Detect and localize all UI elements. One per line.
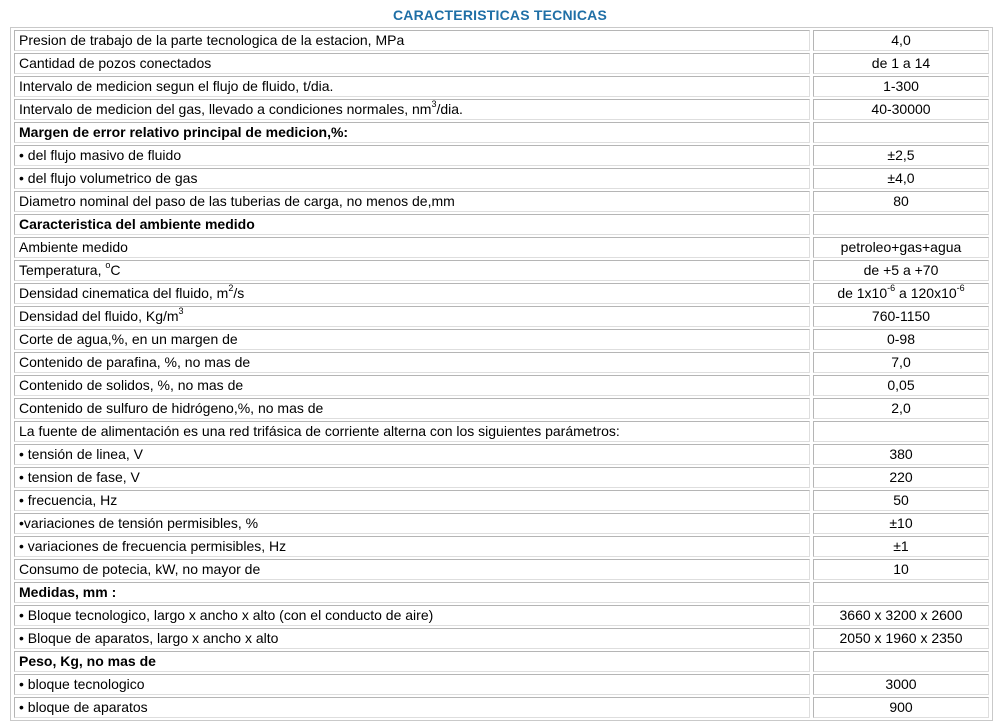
parameter-label: Cantidad de pozos conectados [19,55,212,71]
parameter-label: Consumo de potecia, kW, no mayor de [19,561,261,577]
value-cell [813,168,989,189]
parameter-label: • variaciones de frecuencia permisibles, Hz [19,538,287,554]
parameter-cell [14,513,810,534]
value-text: de 1x10 [837,285,888,301]
table-row [14,191,989,212]
parameter-cell [14,145,810,166]
parameter-label: Diametro nominal del paso de las tuberias de carga, no menos de,mm [19,193,455,209]
value-text: de +5 a +70 [863,262,939,278]
table-row [14,651,989,672]
page-title: CARACTERISTICAS TECNICAS [392,7,608,23]
value-cell [813,260,989,281]
table-row [14,513,989,534]
table-row [14,559,989,580]
table-row [14,99,989,120]
parameter-cell [14,53,810,74]
table-row [14,30,989,51]
value-cell [813,329,989,350]
parameter-cell [14,398,810,419]
value-cell [813,76,989,97]
parameter-cell [14,168,810,189]
value-text: 0-98 [886,331,916,347]
value-cell [813,444,989,465]
parameter-cell [14,628,810,649]
value-text: 3000 [885,676,917,692]
parameter-cell [14,651,810,672]
value-cell [813,513,989,534]
table-row [14,283,989,304]
table-row [14,421,989,442]
parameter-label: • Bloque tecnologico, largo x ancho x alto (con el conducto de aire) [19,607,434,623]
parameter-label: Contenido de solidos, %, no mas de [19,377,244,393]
value-text: ±2,5 [887,147,915,163]
value-cell [813,674,989,695]
parameter-label: Presion de trabajo de la parte tecnologica de la estacion, MPa [19,32,405,48]
value-cell [813,237,989,258]
value-text: de 1 a 14 [871,55,931,71]
value-text: 80 [893,193,909,209]
table-row [14,467,989,488]
value-cell [813,99,989,120]
parameter-label: Medidas, mm : [19,584,117,600]
value-text: 2,0 [891,400,911,416]
parameter-superscript: 3 [431,99,437,110]
parameter-label: • Bloque de aparatos, largo x ancho x alto [19,630,279,646]
value-cell [813,145,989,166]
value-text: 40-30000 [871,101,931,117]
parameter-cell [14,490,810,511]
parameter-label: • frecuencia, Hz [19,492,118,508]
value-cell [813,605,989,626]
value-cell [813,582,989,603]
value-text: 10 [893,561,909,577]
value-text: 3660 x 3200 x 2600 [839,607,963,623]
parameter-cell [14,76,810,97]
value-text: 900 [889,699,913,715]
parameter-cell [14,237,810,258]
parameter-cell [14,122,810,143]
table-row [14,490,989,511]
value-text: ±10 [889,515,913,531]
table-row [14,122,989,143]
parameter-label: Ambiente medido [19,239,128,255]
value-text: 50 [893,492,909,508]
value-text: petroleo+gas+agua [840,239,962,255]
value-cell [813,214,989,235]
value-superscript: -6 [887,283,896,294]
value-cell [813,421,989,442]
value-cell [813,651,989,672]
parameter-label: •variaciones de tensión permisibles, % [19,515,259,531]
value-text: ±4,0 [887,170,915,186]
value-cell [813,352,989,373]
parameter-cell [14,306,810,327]
parameter-cell [14,30,810,51]
parameter-label: Corte de agua,%, en un margen de [19,331,238,347]
value-cell [813,375,989,396]
value-cell [813,122,989,143]
parameter-label-suffix: /s [233,285,245,301]
parameter-label: Margen de error relativo principal de medicion,%: [19,124,349,140]
table-row [14,398,989,419]
value-cell [813,53,989,74]
parameter-cell [14,559,810,580]
value-cell [813,467,989,488]
table-row [14,352,989,373]
value-text: 4,0 [891,32,911,48]
value-cell [813,559,989,580]
value-text: 2050 x 1960 x 2350 [839,630,963,646]
parameter-label: Contenido de sulfuro de hidrógeno,%, no mas de [19,400,324,416]
table-row [14,444,989,465]
table-row [14,605,989,626]
value-text: ±1 [893,538,909,554]
parameter-label: La fuente de alimentación es una red trifásica de corriente alterna con los siguientes parámetros: [19,423,620,439]
parameter-cell [14,444,810,465]
parameter-cell [14,697,810,718]
table-row [14,697,989,718]
value-cell [813,306,989,327]
parameter-label-suffix: C [110,262,121,278]
value-cell [813,536,989,557]
value-text: 7,0 [891,354,911,370]
specs-table-body [14,30,989,718]
parameter-cell [14,582,810,603]
parameter-label: Temperatura, [19,262,106,278]
parameter-label: Densidad del fluido, Kg/m [19,308,179,324]
parameter-superscript: 2 [228,283,234,294]
parameter-cell [14,99,810,120]
table-row [14,237,989,258]
parameter-cell [14,375,810,396]
value-cell [813,398,989,419]
parameter-cell [14,421,810,442]
table-row [14,214,989,235]
parameter-cell [14,214,810,235]
parameter-label: • del flujo volumetrico de gas [19,170,198,186]
parameter-label: Intervalo de medicion segun el flujo de fluido, t/dia. [19,78,334,94]
table-row [14,536,989,557]
parameter-cell [14,536,810,557]
specs-table [10,27,993,721]
table-row [14,260,989,281]
parameter-cell [14,605,810,626]
parameter-cell [14,329,810,350]
parameter-label: • tensión de linea, V [19,446,143,462]
value-superscript: -6 [956,283,965,294]
table-row [14,628,989,649]
value-cell [813,191,989,212]
parameter-cell [14,260,810,281]
value-text: 0,05 [887,377,915,393]
parameter-superscript: 3 [178,306,184,317]
parameter-label: • del flujo masivo de fluido [19,147,182,163]
parameter-label: Peso, Kg, no mas de [19,653,156,669]
value-text: 220 [889,469,913,485]
parameter-label-suffix: /dia. [436,101,463,117]
parameter-cell [14,467,810,488]
table-row [14,53,989,74]
table-row [14,674,989,695]
parameter-cell [14,352,810,373]
parameter-label: • bloque de aparatos [19,699,148,715]
value-text: 380 [889,446,913,462]
value-text-middle: a 120x10 [895,285,957,301]
table-row [14,168,989,189]
table-row [14,76,989,97]
value-cell [813,628,989,649]
value-cell [813,30,989,51]
table-row [14,306,989,327]
table-row [14,145,989,166]
parameter-label: Contenido de parafina, %, no mas de [19,354,251,370]
parameter-label: Intervalo de medicion del gas, llevado a condiciones normales, nm [19,101,432,117]
value-cell [813,697,989,718]
value-cell [813,283,989,304]
value-text: 760-1150 [871,308,931,324]
parameter-superscript: o [105,260,111,271]
table-row [14,582,989,603]
parameter-label: • bloque tecnologico [19,676,145,692]
value-text: 1-300 [883,78,919,94]
parameter-label: Densidad cinematica del fluido, m [19,285,229,301]
parameter-label: • tension de fase, V [19,469,140,485]
parameter-cell [14,191,810,212]
parameter-cell [14,674,810,695]
value-cell [813,490,989,511]
parameter-label: Caracteristica del ambiente medido [19,216,255,232]
table-row [14,329,989,350]
table-row [14,375,989,396]
parameter-cell [14,283,810,304]
